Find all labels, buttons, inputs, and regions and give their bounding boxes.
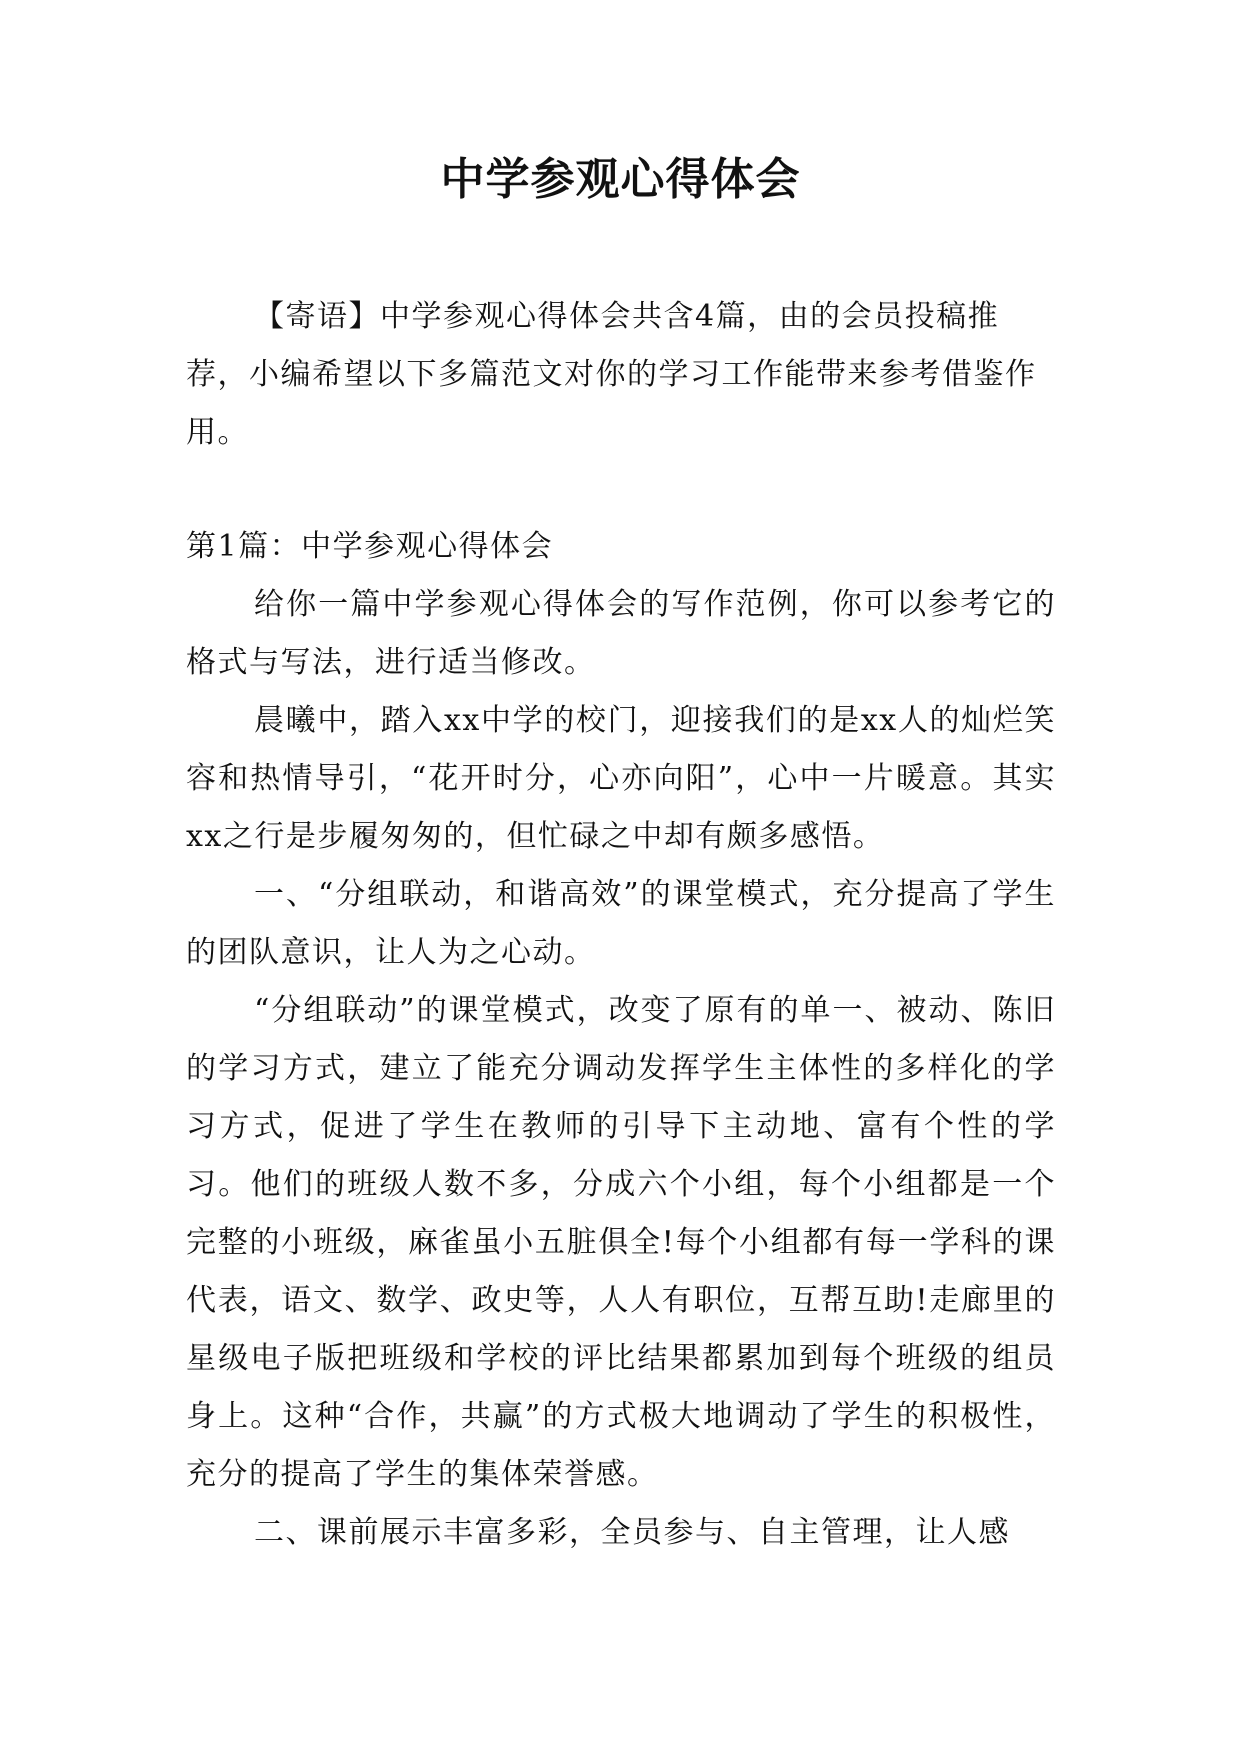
section-heading: 第1篇：中学参观心得体会 [186,529,554,564]
paragraph: “分组联动”的课堂模式，改变了原有的单一、被动、陈旧的学习方式，建立了能充分调动发挥学生主体性的多样化的学习方式，促进了学生在教师的引导下主动地、富有个性的学习。他们的班级人数不多，分成六个小组，每个小组都是一个完整的小班级，麻雀虽小五脏俱全!每个小组都有每一学科的课代表，语文、数学、政史等，人人有职位，互帮互助!走廊里的星级电子版把班级和学校的评比结果都累加到每个班级的组员身上。这种“合作，共赢”的方式极大地调动了学生的积极性，充分的提高了学生的集体荣誉感。 [186,993,1056,1492]
paragraph: 一、“分组联动，和谐高效”的课堂模式，充分提高了学生的团队意识，让人为之心动。 [186,877,1056,970]
paragraph: 晨曦中，踏入xx中学的校门，迎接我们的是xx人的灿烂笑容和热情导引，“花开时分，心亦向阳”，心中一片暖意。其实xx之行是步履匆匆的，但忙碌之中却有颇多感悟。 [186,703,1056,854]
intro-block [186,288,1056,462]
paragraph: 给你一篇中学参观心得体会的写作范例，你可以参考它的格式与写法，进行适当修改。 [186,587,1056,680]
intro-paragraph: 【寄语】中学参观心得体会共含4篇，由的会员投稿推荐，小编希望以下多篇范文对你的学习工作能带来参考借鉴作用。 [186,299,1037,450]
paragraph: 二、课前展示丰富多彩，全员参与、自主管理，让人感 [254,1515,1010,1550]
document-title: 中学参观心得体会 [440,154,801,205]
article-body [186,518,1056,1562]
